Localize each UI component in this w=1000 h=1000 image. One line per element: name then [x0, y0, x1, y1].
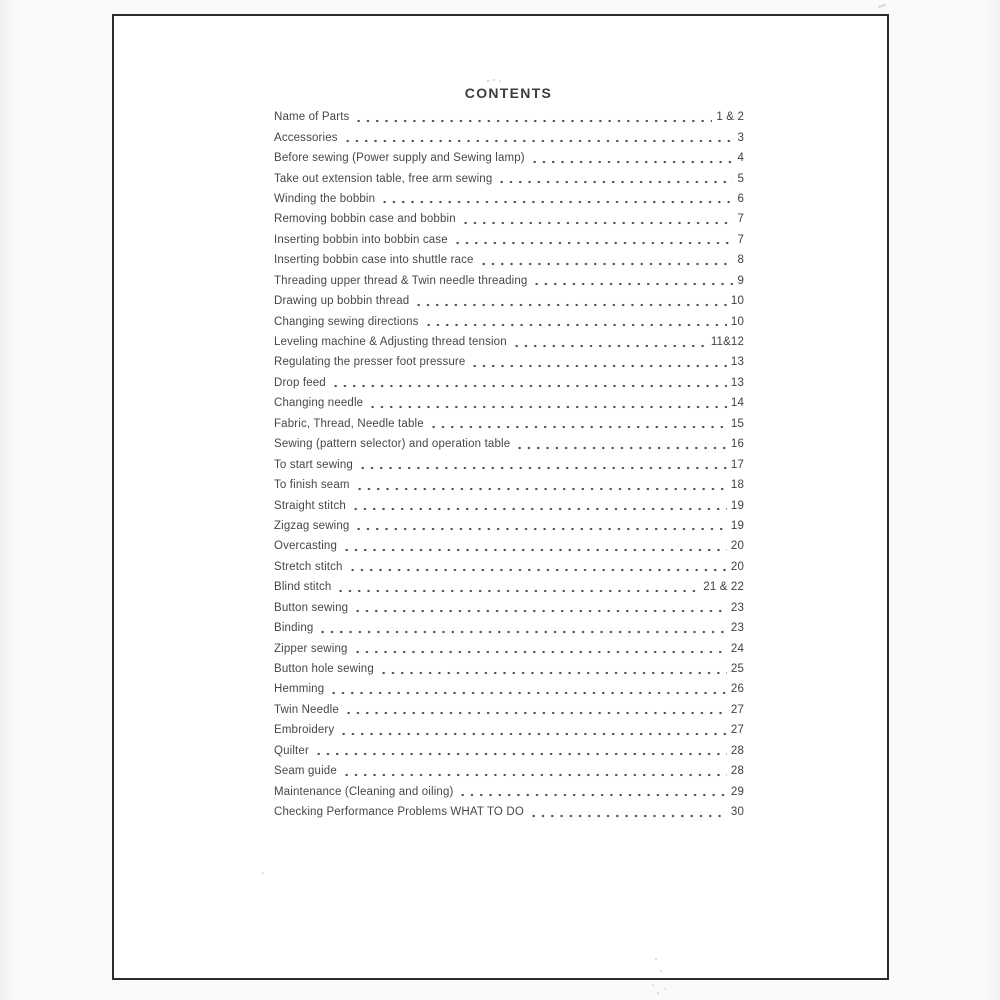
toc-row — [274, 230, 744, 250]
toc-entry-label: Changing sewing directions — [274, 315, 419, 328]
toc-entry-label: Stretch stitch — [274, 560, 343, 573]
toc-leader-dots — [318, 618, 726, 638]
toc-entry-label: Name of Parts — [274, 111, 350, 124]
toc-entry-page: 27 — [730, 703, 744, 716]
toc-row — [274, 659, 744, 679]
toc-entry-label: Seam guide — [274, 765, 337, 778]
toc-entry-label: Winding the bobbin — [274, 192, 376, 205]
toc-entry-page: 21 & 22 — [703, 581, 744, 594]
toc-entry-label: Removing bobbin case and bobbin — [274, 213, 456, 226]
toc-entry-label: Inserting bobbin into bobbin case — [274, 233, 448, 246]
toc-entry-label: Binding — [274, 622, 314, 635]
toc-entry-label: Threading upper thread & Twin needle threading — [274, 274, 528, 287]
toc-entry-page: 7 — [737, 213, 744, 226]
toc-row — [274, 414, 744, 434]
toc-leader-dots — [339, 720, 727, 740]
toc-entry-page: 4 — [737, 152, 744, 165]
toc-entry-page: 3 — [737, 131, 744, 144]
toc-entry-page: 7 — [737, 233, 744, 246]
toc-row — [274, 332, 744, 352]
toc-entry-label: Zigzag sewing — [274, 519, 350, 532]
toc-leader-dots — [314, 741, 727, 761]
toc-entry-label: Sewing (pattern selector) and operation table — [274, 438, 511, 451]
toc-entry-label: Button hole sewing — [274, 663, 374, 676]
toc-leader-dots — [336, 577, 699, 597]
toc-leader-dots — [461, 209, 734, 229]
toc-entry-label: Quilter — [274, 744, 309, 757]
toc-entry-label: To finish seam — [274, 479, 350, 492]
toc-row — [274, 352, 744, 372]
toc-entry-label: Fabric, Thread, Needle table — [274, 417, 424, 430]
toc-entry-label: Straight stitch — [274, 499, 346, 512]
toc-leader-dots — [355, 475, 727, 495]
toc-leader-dots — [329, 679, 727, 699]
toc-row — [274, 271, 744, 291]
toc-entry-label: Zipper sewing — [274, 642, 348, 655]
toc-entry-page: 8 — [737, 254, 744, 267]
toc-leader-dots — [354, 516, 726, 536]
toc-row — [274, 311, 744, 331]
toc-entry-page: 13 — [730, 356, 744, 369]
toc-leader-dots — [512, 332, 707, 352]
page-title: CONTENTS — [464, 85, 553, 101]
toc-row — [274, 168, 744, 188]
toc-entry-label: Inserting bobbin case into shuttle race — [274, 254, 474, 267]
toc-entry-page: 13 — [730, 376, 744, 389]
toc-leader-dots — [342, 536, 727, 556]
toc-entry-page: 20 — [730, 560, 744, 573]
toc-row — [274, 454, 744, 474]
toc-leader-dots — [497, 168, 733, 188]
toc-entry-page: 18 — [730, 479, 744, 492]
toc-leader-dots — [353, 638, 727, 658]
toc-leader-dots — [515, 434, 727, 454]
toc-entry-page: 23 — [730, 622, 744, 635]
toc-row — [274, 700, 744, 720]
toc-row — [274, 291, 744, 311]
toc-entry-label: Blind stitch — [274, 581, 332, 594]
table-of-contents — [274, 107, 744, 822]
toc-row — [274, 107, 744, 127]
toc-entry-page: 27 — [730, 724, 744, 737]
toc-entry-label: Regulating the presser foot pressure — [274, 356, 466, 369]
toc-row — [274, 148, 744, 168]
toc-entry-page: 14 — [730, 397, 744, 410]
toc-leader-dots — [368, 393, 727, 413]
toc-entry-page: 16 — [730, 438, 744, 451]
toc-entry-label: Leveling machine & Adjusting thread tension — [274, 336, 507, 349]
toc-leader-dots — [344, 700, 727, 720]
toc-row — [274, 577, 744, 597]
toc-leader-dots — [358, 454, 727, 474]
toc-row — [274, 536, 744, 556]
toc-entry-page: 11&12 — [710, 336, 744, 349]
toc-row — [274, 495, 744, 515]
toc-leader-dots — [351, 495, 727, 515]
toc-entry-label: Hemming — [274, 683, 325, 696]
toc-entry-page: 26 — [730, 683, 744, 696]
toc-leader-dots — [458, 781, 726, 801]
toc-leader-dots — [424, 311, 727, 331]
toc-entry-page: 1 & 2 — [716, 111, 744, 124]
toc-entry-page: 5 — [737, 172, 744, 185]
toc-entry-page: 30 — [730, 806, 744, 819]
toc-row — [274, 557, 744, 577]
toc-row — [274, 618, 744, 638]
toc-leader-dots — [453, 230, 734, 250]
toc-entry-label: Twin Needle — [274, 703, 339, 716]
toc-leader-dots — [348, 557, 727, 577]
toc-entry-page: 28 — [730, 744, 744, 757]
toc-row — [274, 209, 744, 229]
toc-row — [274, 393, 744, 413]
toc-entry-label: Changing needle — [274, 397, 364, 410]
toc-entry-page: 19 — [730, 519, 744, 532]
toc-entry-page: 20 — [730, 540, 744, 553]
toc-entry-page: 10 — [730, 295, 744, 308]
toc-entry-page: 17 — [730, 458, 744, 471]
toc-entry-label: Button sewing — [274, 601, 349, 614]
toc-entry-label: Checking Performance Problems WHAT TO DO — [274, 806, 524, 819]
toc-entry-page: 28 — [730, 765, 744, 778]
toc-row — [274, 802, 744, 822]
toc-leader-dots — [343, 127, 734, 147]
toc-leader-dots — [380, 189, 733, 209]
toc-entry-label: To start sewing — [274, 458, 353, 471]
toc-row — [274, 720, 744, 740]
toc-row — [274, 638, 744, 658]
scan-artifact — [878, 4, 886, 8]
toc-entry-label: Embroidery — [274, 724, 335, 737]
toc-row — [274, 516, 744, 536]
toc-leader-dots — [331, 373, 727, 393]
toc-leader-dots — [529, 802, 727, 822]
toc-entry-label: Take out extension table, free arm sewing — [274, 172, 493, 185]
toc-row — [274, 373, 744, 393]
toc-entry-page: 10 — [730, 315, 744, 328]
toc-entry-label: Accessories — [274, 131, 338, 144]
toc-entry-page: 25 — [730, 663, 744, 676]
toc-leader-dots — [479, 250, 734, 270]
toc-leader-dots — [414, 291, 727, 311]
toc-entry-label: Overcasting — [274, 540, 338, 553]
toc-row — [274, 679, 744, 699]
toc-leader-dots — [429, 414, 727, 434]
toc-entry-page: 29 — [730, 785, 744, 798]
toc-row — [274, 434, 744, 454]
toc-leader-dots — [470, 352, 726, 372]
toc-entry-label: Maintenance (Cleaning and oiling) — [274, 785, 454, 798]
toc-leader-dots — [530, 148, 734, 168]
toc-entry-page: 6 — [737, 192, 744, 205]
toc-entry-label: Drop feed — [274, 376, 326, 389]
manual-page — [112, 14, 889, 980]
toc-row — [274, 127, 744, 147]
toc-entry-label: Before sewing (Power supply and Sewing lamp) — [274, 152, 525, 165]
toc-leader-dots — [354, 107, 712, 127]
toc-row — [274, 250, 744, 270]
toc-entry-page: 15 — [730, 417, 744, 430]
toc-entry-page: 24 — [730, 642, 744, 655]
toc-leader-dots — [353, 598, 727, 618]
toc-row — [274, 761, 744, 781]
toc-row — [274, 598, 744, 618]
toc-row — [274, 475, 744, 495]
toc-row — [274, 741, 744, 761]
toc-entry-page: 19 — [730, 499, 744, 512]
toc-entry-page: 9 — [737, 274, 744, 287]
toc-entry-page: 23 — [730, 601, 744, 614]
toc-row — [274, 189, 744, 209]
toc-leader-dots — [342, 761, 727, 781]
toc-leader-dots — [379, 659, 727, 679]
toc-row — [274, 781, 744, 801]
toc-entry-label: Drawing up bobbin thread — [274, 295, 410, 308]
toc-leader-dots — [532, 271, 733, 291]
